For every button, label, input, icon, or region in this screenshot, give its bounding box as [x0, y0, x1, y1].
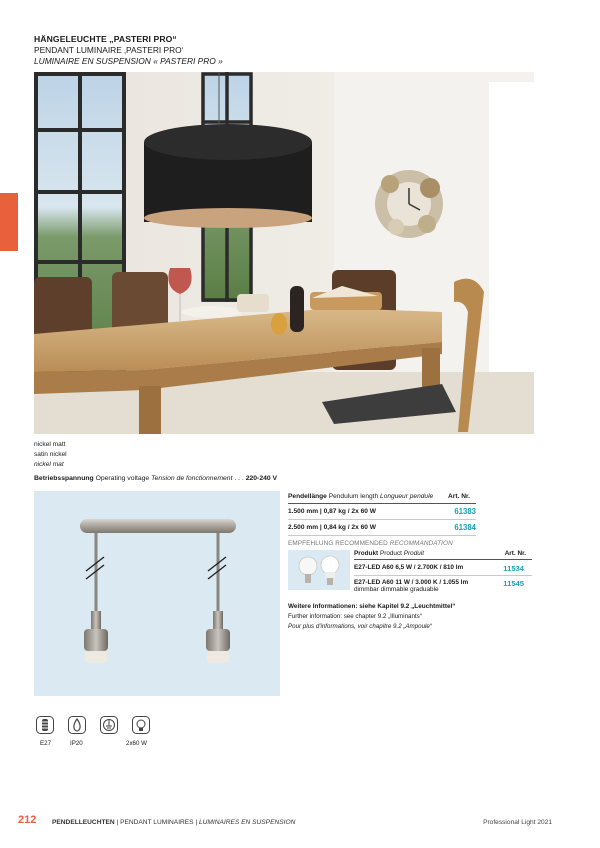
- product-image: [34, 491, 280, 696]
- recommendation-header-fr: Produit: [403, 550, 424, 557]
- title-de: HÄNGELEUCHTE „PASTERI PRO“: [34, 34, 177, 44]
- recommendation-title-en: RECOMMENDED: [335, 540, 388, 547]
- recommendation-art[interactable]: 11545: [503, 579, 524, 588]
- footer-section: [52, 819, 295, 826]
- voltage-en: Operating voltage: [95, 475, 150, 482]
- voltage-line: [34, 475, 277, 482]
- recommendation-title-fr: RECOMMANDATION: [389, 540, 453, 547]
- e27-socket-icon: [36, 716, 54, 734]
- recommendation-note: dimmbar dimmable graduable: [354, 586, 439, 593]
- finish-fr: nickel mat: [34, 461, 64, 468]
- voltage-de: Betriebsspannung: [34, 475, 94, 482]
- chapter-tab: [0, 193, 18, 251]
- recommendation-header-de: Produkt: [354, 550, 379, 557]
- variants-header-art: Art. Nr.: [448, 493, 470, 500]
- variant-spec: 1.500 mm | 0,87 kg / 2x 60 W: [288, 508, 376, 515]
- variant-art[interactable]: 61383: [454, 507, 476, 516]
- voltage-fr: Tension de fonctionnement: [151, 475, 233, 482]
- bulb-image: [288, 550, 350, 590]
- recommendation-title: [288, 540, 453, 547]
- more-info-en: Further information: see chapter 9.2 „Illuminants“: [288, 613, 422, 620]
- page-number: 212: [18, 814, 37, 826]
- recommendation-table: [354, 548, 532, 596]
- recommendation-title-de: EMPFEHLUNG: [288, 540, 334, 547]
- recommendation-header-en: Product: [379, 550, 402, 557]
- icon-label-ip20: IP20: [70, 740, 83, 747]
- more-info-de: Weitere Informationen: siehe Kapitel 9.2 „Leuchtmittel“: [288, 603, 456, 610]
- recommendation-spec: E27-LED A60 6,5 W / 2.700K / 810 lm: [354, 564, 464, 571]
- footer-brand: Professional Light 2021: [483, 819, 552, 826]
- icon-label-e27: E27: [40, 740, 52, 747]
- interior-photo: [34, 72, 534, 434]
- voltage-dots: . . .: [234, 475, 244, 482]
- variant-art[interactable]: 61384: [454, 523, 476, 532]
- recommendation-spec: E27-LED A60 11 W / 3.000 K / 1.055 lm: [354, 579, 469, 586]
- footer-sep-2: |: [195, 819, 198, 826]
- protection-class-icon: [100, 716, 118, 734]
- recommendation-art[interactable]: 11534: [503, 564, 524, 573]
- table-row: [354, 576, 532, 596]
- variants-header-fr: Longueur pendule: [380, 493, 434, 500]
- recommendation-header: [354, 548, 532, 560]
- footer-sep-1: |: [116, 819, 119, 826]
- icon-label-wattage: 2x60 W: [126, 740, 147, 747]
- voltage-value: 220-240 V: [245, 475, 278, 482]
- finish-en: satin nickel: [34, 451, 67, 458]
- variants-table: [288, 491, 476, 536]
- more-info-fr: Pour plus d'informations, voir chapitre 9.2 „Ampoule“: [288, 623, 432, 630]
- table-row: [354, 560, 532, 576]
- footer-de: PENDELLEUCHTEN: [52, 819, 115, 826]
- table-row: [288, 504, 476, 520]
- ip20-drop-icon: [68, 716, 86, 734]
- variants-header-en: Pendulum length: [328, 493, 379, 500]
- variants-header-de: Pendellänge: [288, 493, 327, 500]
- title-fr: LUMINAIRE EN SUSPENSION « PASTERI PRO »: [34, 56, 223, 66]
- footer-en: PENDANT LUMINAIRES: [120, 819, 194, 826]
- footer-fr: LUMINAIRES EN SUSPENSION: [199, 819, 296, 826]
- title-en: PENDANT LUMINAIRE ‚PASTERI PRO‘: [34, 45, 184, 55]
- finish-de: nickel matt: [34, 441, 66, 448]
- bulb-icon: [132, 716, 150, 734]
- recommendation-header-art: Art. Nr.: [504, 550, 526, 557]
- variants-header: [288, 491, 476, 504]
- table-row: [288, 520, 476, 536]
- variant-spec: 2.500 mm | 0,84 kg / 2x 60 W: [288, 524, 376, 531]
